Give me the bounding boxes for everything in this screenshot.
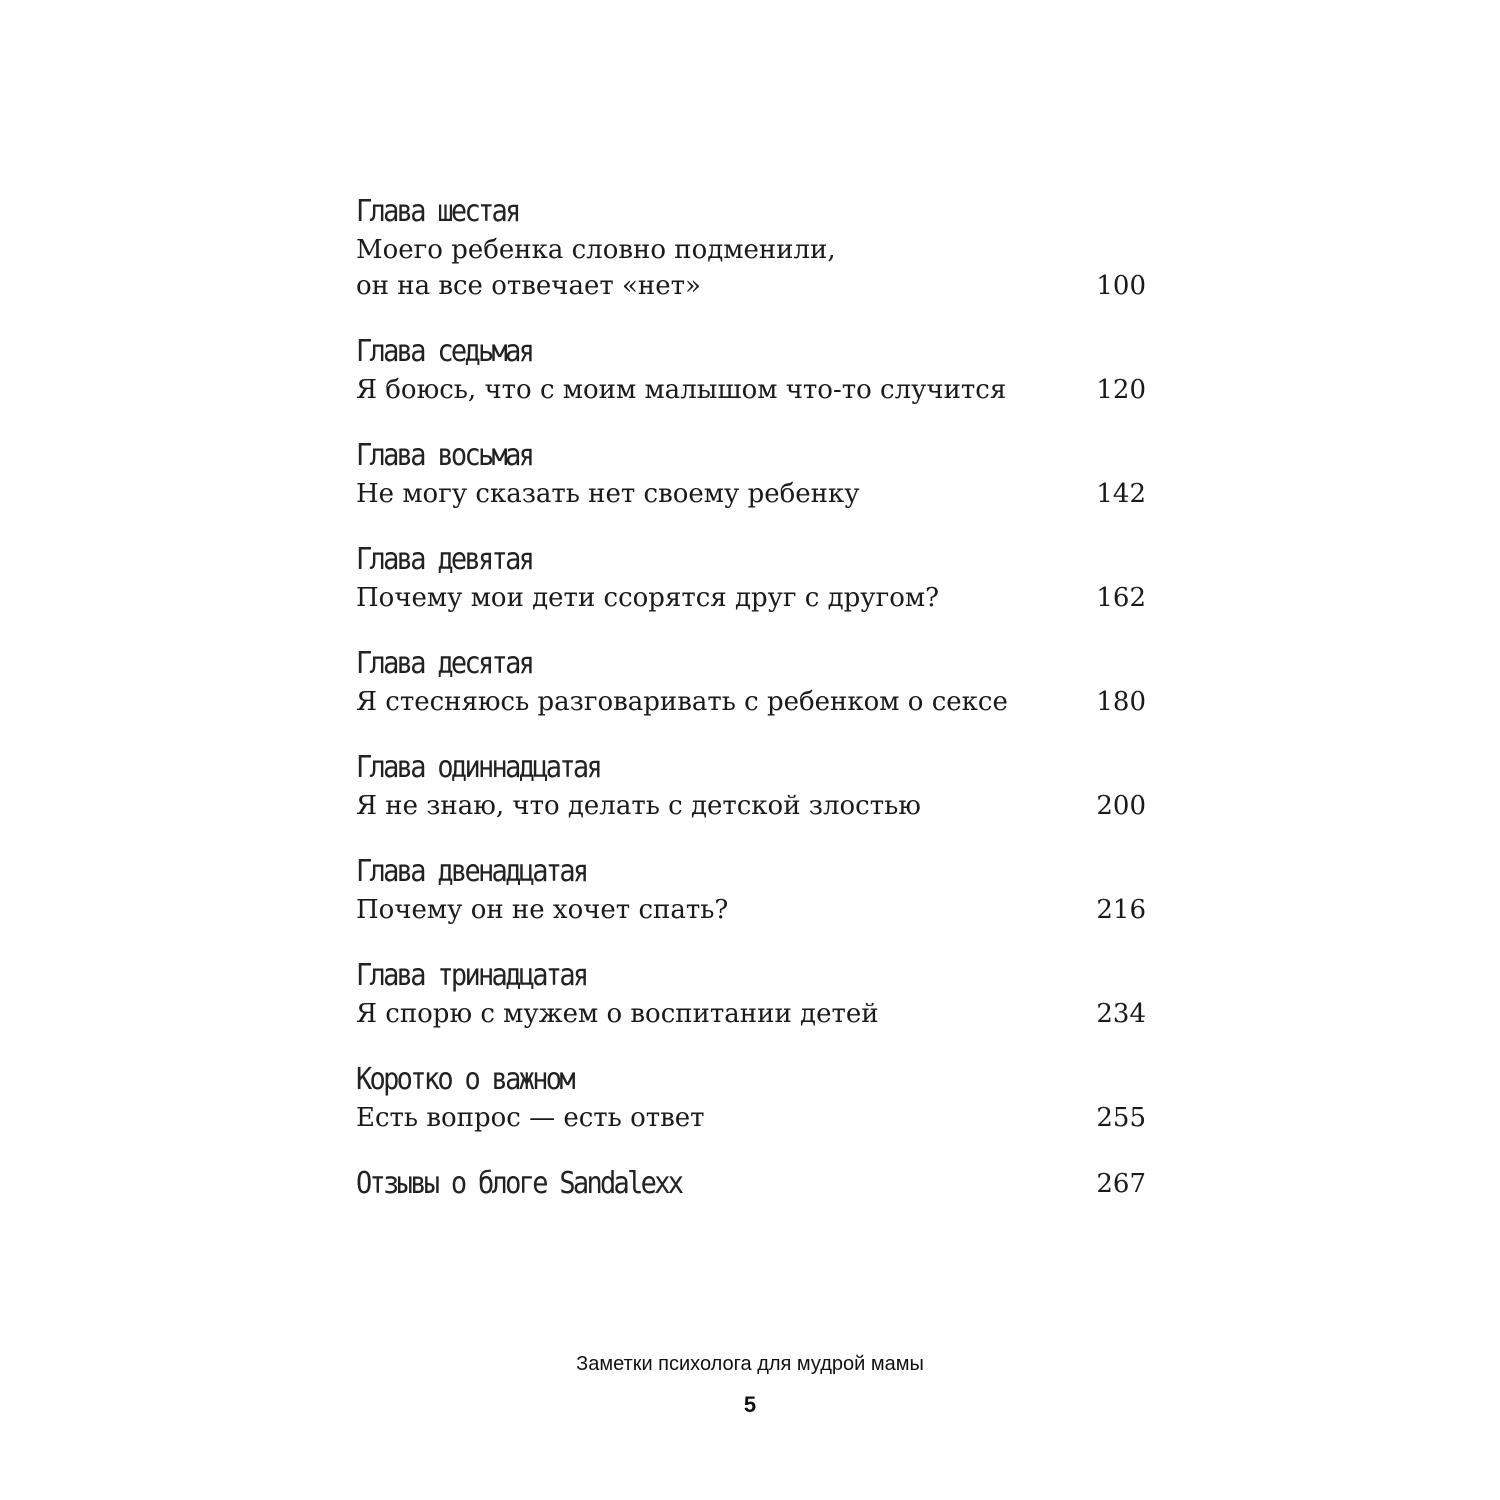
toc-entry-briefly-important <box>356 1060 1146 1136</box>
toc-entry-chapter-10 <box>356 644 1146 720</box>
chapter-label: Глава девятая <box>356 542 533 577</box>
toc-entry-row <box>356 892 1146 928</box>
toc-entry-row <box>356 788 1146 824</box>
page-number: 120 <box>1096 375 1146 405</box>
chapter-title: Я боюсь, что с моим малышом что-то случится <box>356 375 1007 405</box>
toc-entry-chapter-6 <box>356 192 1146 304</box>
chapter-label: Глава двенадцатая <box>356 854 587 889</box>
running-footer-book-title: Заметки психолога для мудрой мамы <box>576 1353 924 1375</box>
chapter-title: Я спорю с мужем о воспитании детей <box>356 999 879 1029</box>
chapter-label: Глава тринадцатая <box>356 958 587 993</box>
chapter-title: Почему он не хочет спать? <box>356 895 729 925</box>
folio-page-number: 5 <box>743 1392 757 1417</box>
chapter-label: Глава шестая <box>356 194 519 229</box>
toc-entry-row <box>356 1100 1146 1136</box>
page-number: 255 <box>1096 1103 1146 1133</box>
page-number: 216 <box>1096 895 1146 925</box>
chapter-label: Глава десятая <box>356 646 533 681</box>
chapter-title: Почему мои дети ссорятся друг с другом? <box>356 583 940 613</box>
toc-entry-row <box>356 580 1146 616</box>
toc-entry-row <box>356 684 1146 720</box>
toc-entry-row <box>356 996 1146 1032</box>
page-number: 100 <box>1096 271 1146 301</box>
toc-entry-chapter-8 <box>356 436 1146 512</box>
toc-entry-chapter-13 <box>356 956 1146 1032</box>
page-number: 142 <box>1096 479 1146 509</box>
toc-entry-row <box>356 476 1146 512</box>
page-number: 200 <box>1096 791 1146 821</box>
toc-entry-chapter-9 <box>356 540 1146 616</box>
table-of-contents <box>356 192 1146 1204</box>
chapter-title: Моего ребенка словно подменили, он на все отвечает «нет» <box>356 235 836 301</box>
page-number: 267 <box>1096 1169 1146 1199</box>
toc-entry-blog-reviews <box>356 1164 1146 1204</box>
toc-entry-chapter-11 <box>356 748 1146 824</box>
page-number: 234 <box>1096 999 1146 1029</box>
chapter-title: Не могу сказать нет своему ребенку <box>356 479 860 509</box>
page-number: 180 <box>1096 687 1146 717</box>
chapter-title: Я стесняюсь разговаривать с ребенком о сексе <box>356 687 1008 717</box>
toc-entry-row <box>356 372 1146 408</box>
chapter-label: Глава одиннадцатая <box>356 750 600 785</box>
toc-entry-chapter-7 <box>356 332 1146 408</box>
chapter-label: Глава седьмая <box>356 334 533 369</box>
page-number: 162 <box>1096 583 1146 613</box>
chapter-label: Коротко о важном <box>356 1062 573 1097</box>
chapter-label: Отзывы о блоге Sandalexx <box>356 1166 682 1201</box>
chapter-title: Я не знаю, что делать с детской злостью <box>356 791 921 821</box>
chapter-title: Есть вопрос — есть ответ <box>356 1103 705 1133</box>
toc-entry-row <box>356 232 1146 304</box>
chapter-label: Глава восьмая <box>356 438 533 473</box>
toc-entry-chapter-12 <box>356 852 1146 928</box>
